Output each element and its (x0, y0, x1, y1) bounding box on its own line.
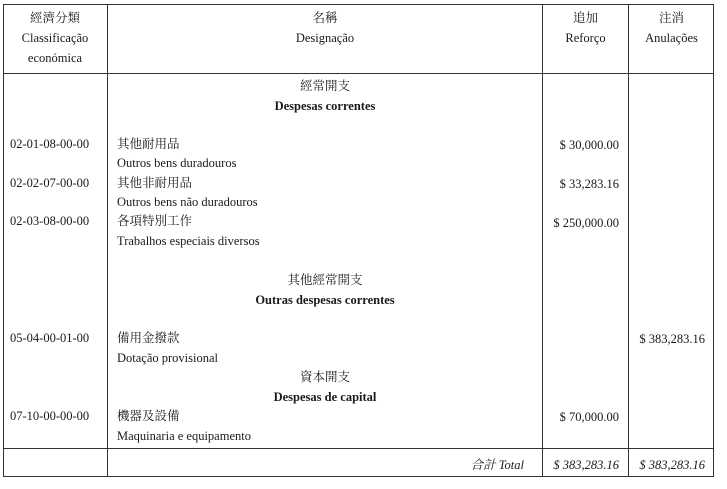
row-name-zh: 其他非耐用品 (117, 176, 193, 190)
total-label: 合計 Total (470, 458, 524, 472)
row-code: 02-02-07-00-00 (10, 176, 90, 190)
row-reforco: $ 33,283.16 (559, 177, 619, 191)
row-code: 07-10-00-00-00 (10, 409, 90, 423)
header-anulacoes-pt: Anulações (645, 31, 698, 45)
row-name-zh: 備用金撥款 (117, 331, 180, 345)
row-name-pt: Dotação provisional (117, 351, 219, 365)
header-classification-pt: Classificação (21, 31, 89, 45)
header-divider (3, 73, 714, 74)
column-divider (542, 4, 543, 477)
row-name-zh: 各項特別工作 (117, 214, 193, 228)
header-designation-pt: Designação (295, 31, 355, 45)
total-anulacoes: $ 383,283.16 (639, 458, 705, 472)
row-name-pt: Maquinaria e equipamento (117, 429, 251, 443)
row-name-pt: Outros bens não duradouros (117, 195, 258, 209)
header-classification-zh: 經濟分類 (29, 11, 80, 25)
row-anulacoes: $ 383,283.16 (639, 332, 705, 346)
budget-table (3, 4, 714, 477)
row-reforco: $ 30,000.00 (559, 138, 619, 152)
header-reforco-zh: 追加 (572, 11, 598, 25)
section-title-pt: Despesas de capital (273, 390, 377, 404)
row-reforco: $ 70,000.00 (559, 410, 619, 424)
row-name-zh: 機器及設備 (117, 409, 180, 423)
header-designation-zh: 名稱 (312, 11, 338, 25)
header-anulacoes-zh: 注消 (658, 11, 684, 25)
header-classification-pt-2: económica (27, 51, 83, 65)
row-code: 05-04-00-01-00 (10, 331, 90, 345)
row-name-pt: Trabalhos especiais diversos (117, 234, 260, 248)
row-code: 02-01-08-00-00 (10, 137, 90, 151)
section-title-pt: Despesas correntes (274, 99, 376, 113)
column-divider (628, 4, 629, 477)
row-reforco: $ 250,000.00 (553, 216, 619, 230)
row-code: 02-03-08-00-00 (10, 214, 90, 228)
row-name-zh: 其他耐用品 (117, 137, 180, 151)
row-name-pt: Outros bens duradouros (117, 156, 237, 170)
header-reforco-pt: Reforço (565, 31, 606, 45)
section-title-zh: 資本開支 (299, 370, 350, 384)
section-title-pt: Outras despesas correntes (255, 293, 395, 307)
section-title-zh: 經常開支 (299, 79, 350, 93)
column-divider (107, 4, 108, 477)
section-title-zh: 其他經常開支 (287, 273, 363, 287)
total-divider (3, 448, 714, 449)
total-reforco: $ 383,283.16 (553, 458, 619, 472)
